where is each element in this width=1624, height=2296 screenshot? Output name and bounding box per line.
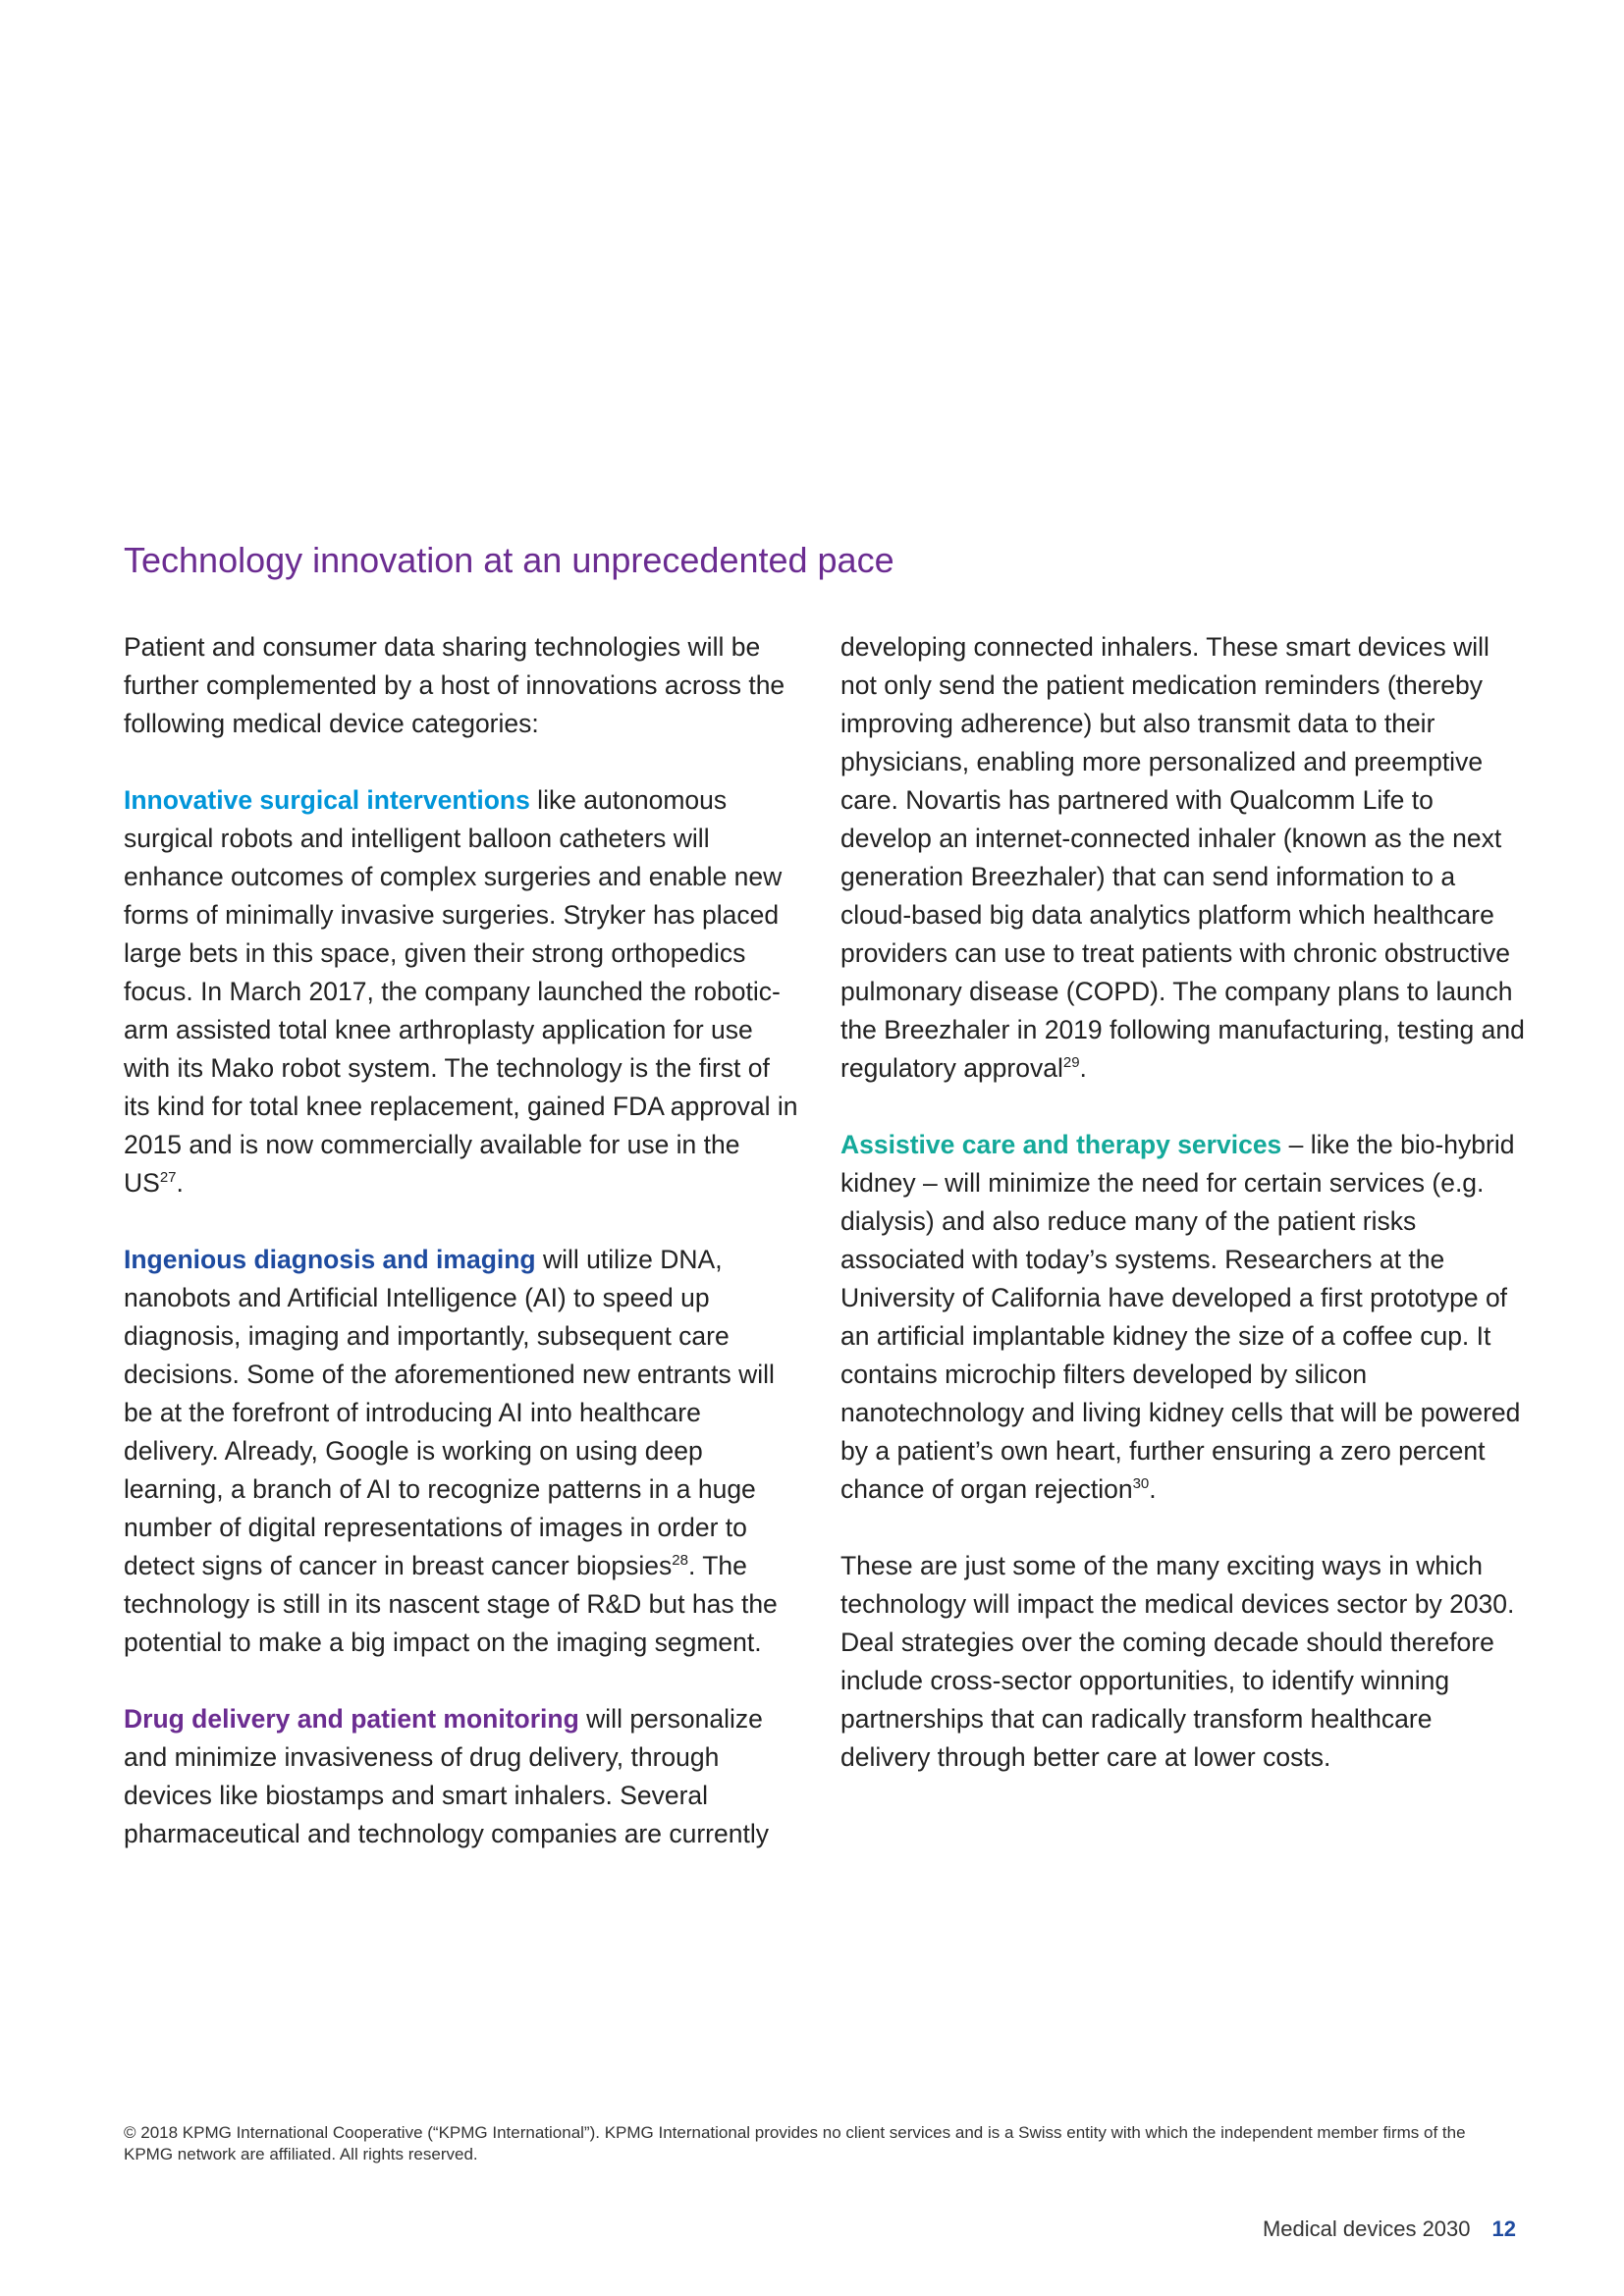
footnote-ref-29: 29 bbox=[1062, 1054, 1080, 1072]
copyright-notice: © 2018 KPMG International Cooperative (“KPMG International”). KPMG International provides no client services and is a Swiss entity with which the independent member firms of the KPMG network are affiliated. All rights reserved. bbox=[124, 2123, 1466, 2163]
diagnosis-imaging-text: will utilize DNA, nanobots and Artificial Intelligence (AI) to speed up diagnosis, imaging and importantly, subsequent care decisions. Some of the aforementioned new entrants will be at the forefront of introducing AI into healthcare delivery. Already, Google is working on using deep learning, a branch of AI to recognize patterns in a huge number of digital representations of images in order to detect signs of cancer in breast cancer biopsies bbox=[124, 1245, 775, 1580]
intro-text: Patient and consumer data sharing technologies will be further complemented by a host of innovations across the following medical device categories: bbox=[124, 632, 785, 738]
drug-delivery-paragraph bbox=[124, 1700, 801, 1853]
surgical-interventions-end: . bbox=[176, 1168, 184, 1198]
footnote-ref-27: 27 bbox=[159, 1169, 177, 1187]
connected-inhalers-text: developing connected inhalers. These smart devices will not only send the patient medication reminders (thereby improving adherence) but also transmit data to their physicians, enabling more personalized and preemptive care. Novartis has partnered with Qualcomm Life to develop an internet-connected inhaler (known as the next generation Breezhaler) that can send information to a cloud-based big data analytics platform which healthcare providers can use to treat patients with chronic obstructive pulmonary disease (COPD). The company plans to launch the Breezhaler in 2019 following manufacturing, testing and regulatory approval bbox=[840, 632, 1525, 1083]
assistive-care-lead: Assistive care and therapy services bbox=[840, 1130, 1282, 1159]
connected-inhalers-end: . bbox=[1079, 1053, 1087, 1083]
footnote-ref-28: 28 bbox=[672, 1552, 688, 1570]
diagnosis-imaging-lead: Ingenious diagnosis and imaging bbox=[124, 1245, 536, 1274]
diagnosis-imaging-paragraph bbox=[124, 1241, 801, 1662]
page-footer bbox=[1263, 2215, 1516, 2244]
surgical-interventions-text: like autonomous surgical robots and intelligent balloon catheters will enhance outcomes of complex surgeries and enable new forms of minimally invasive surgeries. Stryker has placed large bets in this space, given their strong orthopedics focus. In March 2017, the company launched the robotic-arm assisted total knee arthroplasty application for use with its Mako robot system. The technology is the first of its kind for total knee replacement, gained FDA approval in 2015 and is now commercially available for use in the US bbox=[124, 785, 798, 1198]
page-number: 12 bbox=[1491, 2216, 1516, 2241]
publication-title: Medical devices 2030 bbox=[1262, 2216, 1471, 2241]
right-column bbox=[840, 628, 1528, 1815]
surgical-interventions-paragraph bbox=[124, 781, 801, 1202]
section-heading: Technology innovation at an unprecedented pace bbox=[124, 540, 894, 580]
assistive-care-paragraph bbox=[840, 1126, 1528, 1509]
assistive-care-text: – like the bio-hybrid kidney – will minimize the need for certain services (e.g. dialysis) and also reduce many of the patient risks associated with today’s systems. Researchers at the University of California have developed a first prototype of an artificial implantable kidney the size of a coffee cup. It contains microchip filters developed by silicon nanotechnology and living kidney cells that will be powered by a patient’s own heart, further ensuring a zero percent chance of organ rejection bbox=[840, 1130, 1521, 1504]
conclusion-text: These are just some of the many exciting ways in which technology will impact the medical devices sector by 2030. Deal strategies over the coming decade should therefore include cross-sector opportunities, to identify winning partnerships that can radically transform healthcare delivery through better care at lower costs. bbox=[840, 1551, 1515, 1772]
conclusion-paragraph bbox=[840, 1547, 1528, 1777]
connected-inhalers-paragraph bbox=[840, 628, 1528, 1088]
surgical-interventions-lead: Innovative surgical interventions bbox=[124, 785, 530, 815]
drug-delivery-lead: Drug delivery and patient monitoring bbox=[124, 1704, 579, 1734]
diagnosis-imaging-end: . The technology is still in its nascent stage of R&D but has the potential to make a big impact on the imaging segment. bbox=[124, 1551, 778, 1657]
intro-paragraph bbox=[124, 628, 801, 743]
left-column bbox=[124, 628, 801, 1892]
assistive-care-end: . bbox=[1149, 1474, 1157, 1504]
footnote-ref-30: 30 bbox=[1132, 1475, 1150, 1493]
drug-delivery-text: will personalize and minimize invasiveness of drug delivery, through devices like biostamps and smart inhalers. Several pharmaceutical and technology companies are currently bbox=[124, 1704, 769, 1848]
